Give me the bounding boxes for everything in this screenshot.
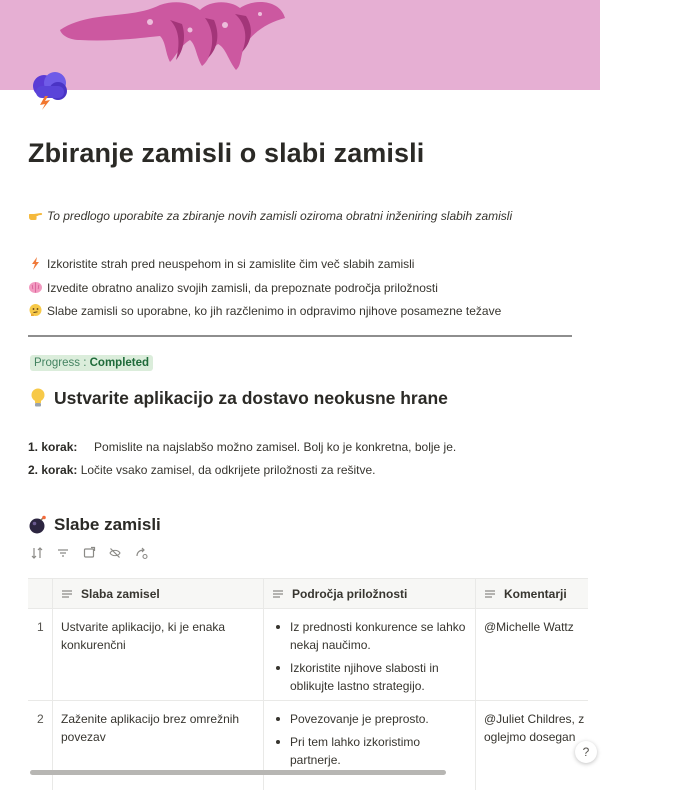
comment-line-2: oglejmo dosegan	[484, 730, 576, 744]
idea-text: Zaženite aplikacijo brez omrežnih povezav	[61, 712, 240, 744]
brain-icon	[28, 280, 43, 295]
idea-cell[interactable]	[52, 701, 263, 790]
hide-properties-icon[interactable]	[107, 545, 123, 561]
opportunities-cell[interactable]	[263, 701, 475, 790]
pointing-hand-icon	[28, 208, 43, 223]
list-item: Povezovanje je preprosto.	[272, 710, 469, 728]
group-icon[interactable]	[81, 545, 97, 561]
step-2-label: 2. korak:	[28, 463, 78, 477]
filter-icon[interactable]	[55, 545, 71, 561]
bullet-1	[28, 256, 414, 271]
divider	[28, 335, 572, 337]
list-item: Izkoristite njihove slabosti in oblikujte lastno strategijo.	[272, 659, 469, 695]
header-index-cell	[28, 579, 52, 608]
help-button[interactable]: ?	[575, 741, 597, 763]
intro-line	[28, 208, 512, 223]
comment-line-1: @Juliet Childres, z	[484, 712, 585, 726]
comment-text: @Michelle Wattz	[484, 620, 574, 634]
bomb-icon	[28, 515, 48, 535]
cover-image[interactable]	[0, 0, 600, 90]
text-property-icon	[272, 588, 284, 600]
coral-illustration	[0, 0, 600, 90]
idea-cell[interactable]	[52, 609, 263, 700]
section-heading	[28, 387, 448, 409]
database-title-text: Slabe zamisli	[54, 515, 161, 534]
bullet-3	[28, 303, 501, 318]
step-2-text: Ločite vsako zamisel, da odkrijete priložnosti za rešitve.	[80, 463, 376, 477]
horizontal-scrollbar[interactable]	[30, 770, 446, 775]
opportunities-list	[272, 618, 469, 700]
step-1-text: Pomislite na najslabšo možno zamisel. Bolj ko je konkretna, bolje je.	[94, 440, 457, 454]
lightbulb-icon	[28, 387, 48, 409]
text-property-icon	[484, 588, 496, 600]
sort-icon[interactable]	[29, 545, 45, 561]
idea-text: Ustvarite aplikacijo, ki je enaka konkurenčni	[61, 620, 226, 652]
bullet-2-text: Izvedite obratno analizo svojih zamisli, da prepoznate področja priložnosti	[47, 280, 438, 295]
column-header-idea-label: Slaba zamisel	[81, 586, 160, 601]
column-header-comments-label: Komentarji	[504, 586, 567, 601]
row-index-cell	[28, 609, 52, 700]
database-title	[28, 515, 161, 535]
list-item: Iz prednosti konkurence se lahko nekaj naučimo.	[272, 618, 469, 654]
column-header-comments[interactable]	[475, 579, 595, 608]
comment-cell[interactable]	[475, 609, 595, 700]
database-toolbar	[29, 545, 149, 561]
thinking-face-icon	[28, 303, 43, 318]
text-property-icon	[61, 588, 73, 600]
progress-badge[interactable]	[30, 355, 153, 371]
step-1	[28, 440, 456, 454]
page-title: Zbiranje zamisli o slabi zamisli	[28, 138, 425, 168]
bullet-2	[28, 280, 438, 295]
intro-text: To predlogo uporabite za zbiranje novih zamisli oziroma obratni inženiring slabih zamisli	[47, 208, 513, 223]
list-item: Pri tem lahko izkoristimo partnerje.	[272, 733, 469, 769]
lightning-icon	[28, 256, 43, 271]
bullet-1-text: Izkoristite strah pred neuspehom in si zamislite čim več slabih zamisli	[47, 256, 415, 271]
section-heading-text: Ustvarite aplikacijo za dostavo neokusne hrane	[54, 387, 448, 408]
storm-cloud-icon[interactable]	[28, 70, 72, 110]
row-number: 2	[37, 712, 44, 726]
column-header-idea[interactable]	[52, 579, 263, 608]
step-1-label: 1. korak:	[28, 440, 78, 454]
row-index-cell	[28, 701, 52, 790]
ideas-table	[28, 578, 585, 776]
table-header	[28, 578, 588, 608]
opportunities-list	[272, 710, 469, 774]
column-header-opportunities[interactable]	[263, 579, 475, 608]
bullet-3-text: Slabe zamisli so uporabne, ko jih razčlenimo in odpravimo njihove posamezne težave	[47, 303, 502, 318]
progress-label: Progress :	[34, 357, 87, 369]
row-number: 1	[37, 620, 44, 634]
column-header-opportunities-label: Področja priložnosti	[292, 586, 408, 601]
automation-icon[interactable]	[133, 545, 149, 561]
table-row[interactable]	[28, 700, 588, 790]
opportunities-cell[interactable]	[263, 609, 475, 700]
table-row[interactable]	[28, 608, 588, 700]
progress-value: Completed	[89, 357, 150, 369]
step-2	[28, 463, 376, 477]
